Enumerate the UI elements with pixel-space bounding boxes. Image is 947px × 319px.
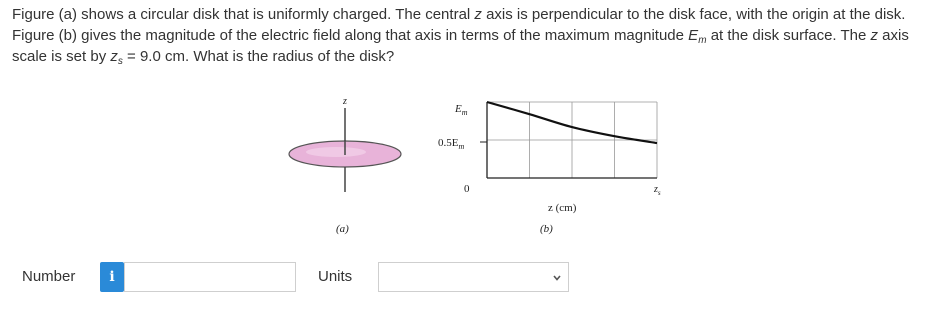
figure-b-caption: (b) [540, 223, 553, 235]
x-tick-zero: 0 [464, 183, 470, 195]
zs-subscript: s [117, 56, 123, 67]
chevron-down-icon [552, 271, 562, 285]
x-axis-label: z (cm) [548, 202, 577, 214]
number-label: Number [22, 268, 76, 285]
info-icon[interactable]: i [100, 262, 124, 292]
figure-a-disk-diagram [289, 96, 401, 235]
disk-highlight [306, 147, 366, 157]
question-part: Figure (a) shows a circular disk that is uniformly charged. The central [12, 6, 475, 23]
y-tick-half-em: $0.5E_m$ [438, 137, 465, 151]
em-subscript: m [698, 35, 707, 46]
answer-row [0, 258, 947, 298]
units-select[interactable] [378, 262, 569, 292]
em-symbol: E [688, 27, 699, 44]
z-symbol: z [474, 6, 482, 23]
question-part: axis is perpendicular to the disk face, with the origin at the disk. Figure (b) gives the magnitude of the electric field along that axis in terms of the maximum magnitude [12, 6, 906, 44]
figure-b-graph [438, 102, 661, 235]
question-part: at the disk surface. The [706, 27, 871, 44]
z-symbol: z [870, 27, 879, 44]
figure-a-caption: (a) [336, 223, 349, 235]
number-input[interactable] [124, 262, 296, 292]
units-label: Units [318, 268, 353, 285]
figure-a-axis-label: z [343, 96, 347, 107]
question-part: = 9.0 cm. What is the radius of the disk? [122, 48, 395, 65]
y-tick-em: $E_m$ [455, 103, 468, 117]
x-tick-zs: $z_s$ [654, 184, 661, 197]
question-part: axis scale is set by [12, 27, 909, 65]
zs-symbol: z [110, 48, 118, 65]
